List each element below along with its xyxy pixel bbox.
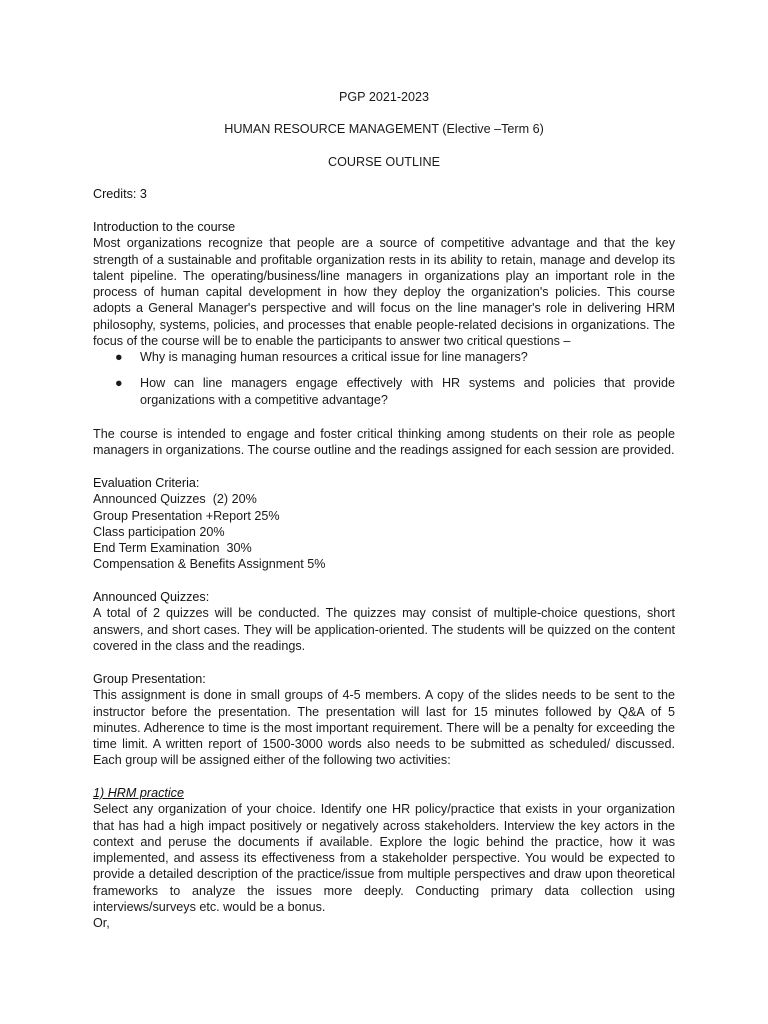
list-item bbox=[93, 349, 675, 365]
program-title: PGP 2021-2023 bbox=[338, 90, 430, 104]
quizzes-heading: Announced Quizzes: bbox=[93, 590, 210, 604]
evaluation-heading: Evaluation Criteria: bbox=[93, 476, 200, 490]
hrm-practice-trailer: Or, bbox=[93, 916, 110, 931]
evaluation-item: Announced Quizzes (2) 20% bbox=[93, 492, 257, 507]
evaluation-item: End Term Examination 30% bbox=[93, 541, 252, 556]
credits-line: Credits: 3 bbox=[93, 187, 147, 201]
critical-questions-list bbox=[93, 349, 675, 408]
introduction-heading: Introduction to the course bbox=[93, 220, 236, 234]
group-presentation-body: This assignment is done in small groups of 4-5 members. A copy of the slides needs to be sent to the instructor before the presentation. The presentation will last for 15 minutes followed by Q&A of 5 minutes. Adherence to time is the most important requirement. There will be a penalty for exceeding the time limit. A written report of 1500-3000 words also needs to be submitted as scheduled/ discussed. Each group will be assigned either of the following two activities: bbox=[93, 688, 675, 768]
bullet-icon: ● bbox=[115, 376, 123, 391]
bullet-icon: ● bbox=[115, 350, 123, 364]
quizzes-body: A total of 2 quizzes will be conducted. The quizzes may consist of multiple-choice questions, short answers, and short cases. They will be application-oriented. The students will be quizzed on the content covered in the class and the readings. bbox=[93, 606, 675, 653]
document-type-title: COURSE OUTLINE bbox=[328, 155, 440, 169]
evaluation-item: Compensation & Benefits Assignment 5% bbox=[93, 557, 326, 572]
introduction-body: Most organizations recognize that people are a source of competitive advantage and that the key strength of a sustainable and profitable organization rests in its ability to retain, manage and develop its talent pipeline. The operating/business/line managers in organizations play an important role in the process of human capital development in how they deploy the organization's policies. This course adopts a General Manager's perspective and will focus on the line manager's role in delivering HRM philosophy, systems, policies, and processes that enable people-related decisions in organizations. The focus of the course will be to enable the participants to answer two critical questions – bbox=[93, 236, 675, 349]
hrm-practice-heading: 1) HRM practice bbox=[93, 786, 184, 800]
evaluation-item: Class participation 20% bbox=[93, 524, 225, 539]
list-item bbox=[93, 375, 675, 408]
course-title: HUMAN RESOURCE MANAGEMENT (Elective –Term 6) bbox=[224, 122, 544, 136]
evaluation-item: Group Presentation +Report 25% bbox=[93, 508, 280, 523]
evaluation-section bbox=[93, 475, 675, 573]
group-presentation-heading: Group Presentation: bbox=[93, 672, 206, 686]
hrm-practice-body: Select any organization of your choice. Identify one HR policy/practice that exists in your organization that has had a high impact positively or negatively across stakeholders. Interview the key actors in the context and peruse the documents if available. Explore the logic behind the practice, how it was implemented, and assess its effectiveness from a stakeholder perspective. You would be expected to provide a detailed description of the practice/issue from multiple perspectives and draw upon theoretical frameworks to analyze the issues more deeply. Conducting primary data collection using interviews/surveys etc. would be a bonus. bbox=[93, 802, 675, 915]
hrm-practice-section bbox=[93, 785, 675, 932]
introduction-closing: The course is intended to engage and foster critical thinking among students on their role as people managers in organizations. The course outline and the readings assigned for each session are provided. bbox=[93, 427, 675, 458]
group-presentation-section bbox=[93, 671, 675, 769]
quizzes-section bbox=[93, 589, 675, 654]
introduction-section bbox=[93, 219, 675, 349]
question-text: Why is managing human resources a critical issue for line managers? bbox=[140, 350, 528, 364]
question-text: How can line managers engage effectively with HR systems and policies that provide organizations with a competitive advantage? bbox=[140, 376, 675, 407]
